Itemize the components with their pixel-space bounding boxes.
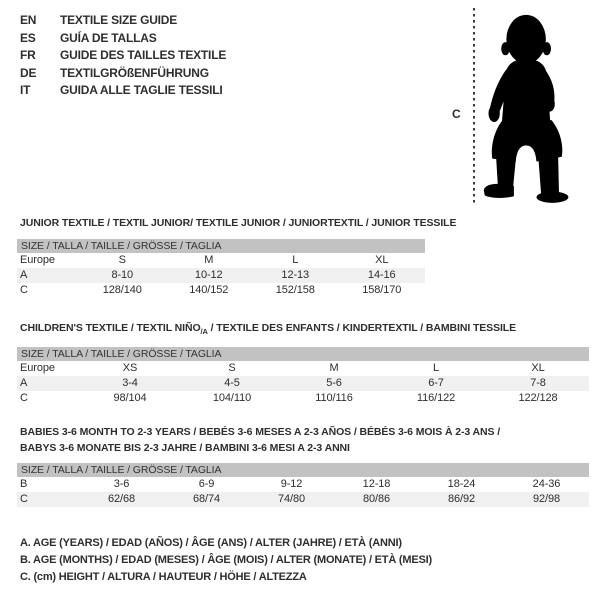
size-cell: 5-6 xyxy=(283,376,385,391)
children-size-table xyxy=(17,347,589,406)
legend-notes xyxy=(20,535,432,586)
row-label: C xyxy=(20,284,28,296)
size-cell: 110/116 xyxy=(315,392,353,404)
size-cell: 6-7 xyxy=(385,376,487,391)
size-cell: 68/74 xyxy=(164,492,249,507)
lang-title: TEXTILGRÖßENFÜHRUNG xyxy=(60,65,209,80)
size-cell: 116/122 xyxy=(416,392,456,404)
lang-row-fr xyxy=(20,47,226,65)
junior-size-table xyxy=(17,239,425,298)
size-cell: 98/104 xyxy=(113,392,147,404)
lang-title: GUÍA DE TALLAS xyxy=(60,30,157,45)
lang-row-de xyxy=(20,65,226,83)
size-cell: 104/110 xyxy=(212,392,252,404)
lang-code: ES xyxy=(20,30,36,45)
size-cell: 80/86 xyxy=(334,492,419,507)
table-row xyxy=(17,477,589,492)
note-height-cm: C. (cm) HEIGHT / ALTURA / HAUTEUR / HÖHE / ALTEZZA xyxy=(20,571,307,583)
size-cell: 7-8 xyxy=(487,376,589,391)
lang-code: EN xyxy=(20,13,37,27)
row-label: A xyxy=(17,268,79,283)
size-cell: L xyxy=(432,362,440,374)
size-header-label: SIZE / TALLA / TAILLE / GRÖSSE / TAGLIA xyxy=(17,347,589,361)
size-cell: 4-5 xyxy=(181,376,283,391)
size-header-row xyxy=(17,463,589,477)
size-cell: 140/152 xyxy=(189,284,229,296)
size-cell: 8-10 xyxy=(79,268,166,283)
lang-title: TEXTILE SIZE GUIDE xyxy=(60,13,178,27)
size-cell: 158/170 xyxy=(362,284,402,296)
size-cell: XL xyxy=(531,362,545,374)
lang-row-en xyxy=(20,12,226,30)
table-row xyxy=(17,253,425,268)
size-cell: 3-4 xyxy=(79,376,181,391)
lang-title: GUIDE DES TAILLES TEXTILE xyxy=(60,48,227,62)
table-row xyxy=(17,492,589,507)
lang-code: FR xyxy=(20,48,36,62)
size-cell: 122/128 xyxy=(518,392,558,404)
size-cell: M xyxy=(329,362,339,374)
size-cell: 92/98 xyxy=(504,492,589,507)
row-label: C xyxy=(20,392,28,404)
size-cell: 12-13 xyxy=(252,268,339,283)
lang-row-es xyxy=(20,30,226,48)
table-row xyxy=(17,268,425,283)
size-cell: 62/68 xyxy=(79,492,164,507)
size-header-row xyxy=(17,239,425,253)
language-title-list xyxy=(20,12,226,100)
note-age-years: A. AGE (YEARS) / EDAD (AÑOS) / ÂGE (ANS) / ALTER (JAHRE) / ETÀ (ANNI) xyxy=(20,537,402,549)
babies-size-table xyxy=(17,463,589,507)
size-header-row xyxy=(17,347,589,361)
height-measure-dotted-line xyxy=(473,8,475,206)
table-row xyxy=(17,376,589,391)
baby-silhouette-icon xyxy=(481,4,575,208)
size-cell: S xyxy=(228,362,236,374)
table-row xyxy=(17,283,425,298)
size-cell: S xyxy=(118,254,126,266)
row-label: Europe xyxy=(20,254,55,266)
size-cell: 74/80 xyxy=(249,492,334,507)
size-cell: M xyxy=(204,254,214,266)
babies-title-line1: BABIES 3-6 MONTH TO 2-3 YEARS / BEBÉS 3-6 MESES A 2-3 AÑOS / BÉBÉS 3-6 MOIS À 2-3 ANS / xyxy=(20,426,501,438)
size-cell: 18-24 xyxy=(447,478,476,490)
size-cell: XS xyxy=(122,362,138,374)
size-cell: 12-18 xyxy=(362,478,391,490)
table-row xyxy=(17,391,589,406)
size-cell: 6-9 xyxy=(198,478,215,490)
babies-section-title xyxy=(20,424,500,456)
size-cell: 152/158 xyxy=(275,284,315,296)
lang-row-it xyxy=(20,82,226,100)
table-row xyxy=(17,361,589,376)
row-label: Europe xyxy=(20,362,55,374)
size-cell: L xyxy=(292,254,299,266)
children-title-post: / TEXTILE DES ENFANTS / KINDERTEXTIL / BAMBINI TESSILE xyxy=(207,322,517,334)
size-cell: 86/92 xyxy=(419,492,504,507)
junior-section-title: JUNIOR TEXTILE / TEXTIL JUNIOR/ TEXTILE JUNIOR / JUNIORTEXTIL / JUNIOR TESSILE xyxy=(20,217,457,229)
size-cell: 128/140 xyxy=(102,284,142,296)
size-header-label: SIZE / TALLA / TAILLE / GRÖSSE / TAGLIA xyxy=(17,463,589,477)
size-cell: 14-16 xyxy=(339,268,426,283)
size-cell: 9-12 xyxy=(280,478,303,490)
lang-title: GUIDA ALLE TAGLIE TESSILI xyxy=(60,83,223,97)
babies-title-line2: BABYS 3-6 MONATE BIS 2-3 JAHRE / BAMBINI 3-6 MESI A 2-3 ANNI xyxy=(20,442,350,454)
size-cell: XL xyxy=(375,254,389,266)
size-cell: 3-6 xyxy=(113,478,130,490)
row-label: C xyxy=(17,492,79,507)
size-cell: 24-36 xyxy=(532,478,561,490)
height-measure-label: C xyxy=(452,107,461,121)
lang-code: IT xyxy=(20,83,31,97)
children-title-pre: CHILDREN'S TEXTILE / TEXTIL NIÑO xyxy=(20,322,201,334)
row-label: B xyxy=(20,478,28,490)
children-title-sub: /A xyxy=(200,327,208,337)
row-label: A xyxy=(17,376,79,391)
note-age-months: B. AGE (MONTHS) / EDAD (MESES) / ÂGE (MOIS) / ALTER (MONATE) / ETÀ (MESI) xyxy=(20,554,432,566)
size-cell: 10-12 xyxy=(166,268,253,283)
size-header-label: SIZE / TALLA / TAILLE / GRÖSSE / TAGLIA xyxy=(17,239,425,253)
children-section-title xyxy=(20,320,516,340)
lang-code: DE xyxy=(20,65,37,80)
